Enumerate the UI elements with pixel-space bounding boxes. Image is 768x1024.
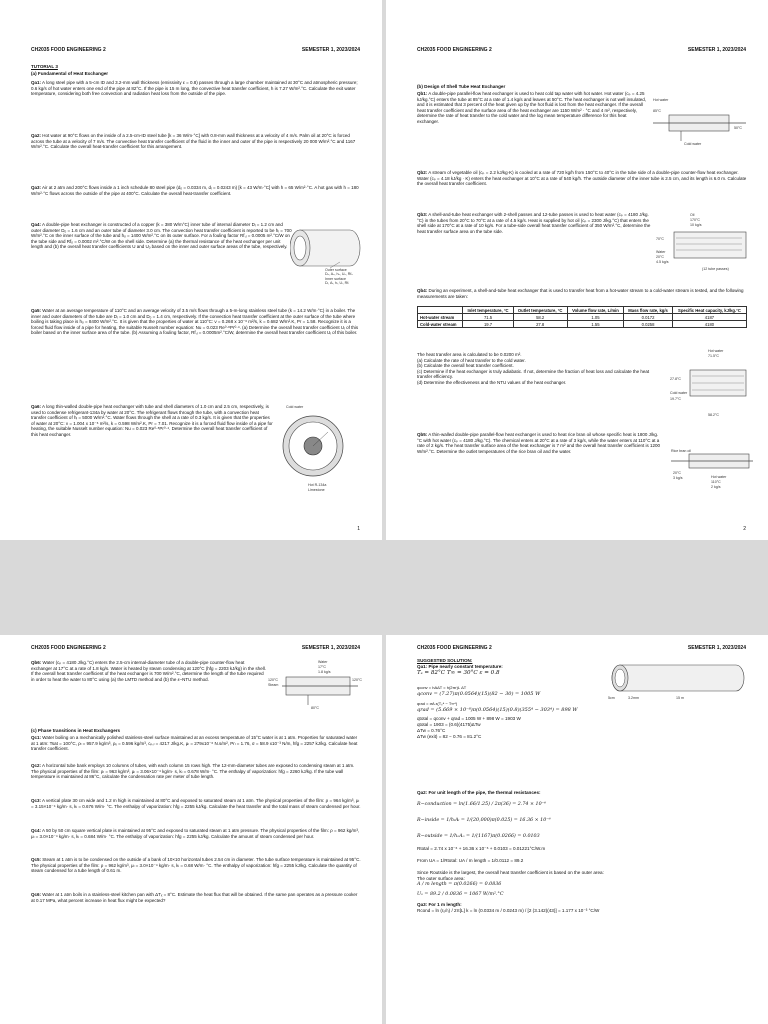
course-code: CH2035 FOOD ENGINEERING 2	[417, 645, 492, 651]
page-1	[0, 0, 382, 540]
question-qb6: Qb6: Water (cₚ = 4180 J/kg.°C) enters the 2.5-cm internal-diameter tube of a double-pipe counter-flow heat exchanger at 17°C at a rate of 1.8 kg/s. Water is heated by steam condensing at 120°C (hfg = 2203 kJ/kg) in the shell. If the overall heat transfer coefficient of the heat exchanger is 700 W/m².°C, determine the length of the tube required in order to heat the water to 80°C using (a) the LMTD method and (b) the ε–NTU method.	[31, 660, 266, 682]
qa2-solution: Qa2: For unit length of the pipe, the thermal resistances: R−conduction = ln(1.66/1.25) / 2π(36) = 2.74 × 10⁻⁶ R−inside = 1/hᵢAᵢ = 1/(20,000)π(0.025) = 16.36 × 10⁻⁶ R−outside = 1/hₒAₒ = 1/(1167)π(0.0266) = 0.0103 Rtotal = 2.74 x 10⁻⁶ + 16.36 x 10⁻⁶ + 0.0103 = 0.01221°C/W.m From UA = 1/Rtotal: UA / m length = 1/0.0112 = 89.2 Since Routside is the largest, the overall heat transfer coefficient is based on the outer area: The outer surface area: A / m length = π(0.0266) = 0.0836 Uₒ = 89.2 / 0.0836 = 1067 W/m².°C Qa3: For 1 m length: Rcond = ln (rₒ/rᵢ) / 2π[L] k = ln (0.0334 m / 0.0243 m) / [2 (3.142)(43)] = 1.177 x 10⁻³ °C/W	[417, 790, 747, 914]
qb4-subquestions: The heat transfer area is calculated to be 0.0200 m². (a) Calculate the rate of heat transfer to the cold water. (b) Calculate the overall heat transfer coefficient. (c) Determine if the heat exchanger is truly adiabatic. If not, determine the fraction of heat loss and calculate the heat transfer efficiency. (d) Determine the effectiveness and the NTU values of the heat exchanger.	[417, 352, 650, 385]
course-code: CH2035 FOOD ENGINEERING 2	[31, 47, 106, 53]
qb5-exchanger-figure	[671, 440, 753, 496]
question-qb3: Qb3: A shell-and-tube heat exchanger with 2-shell passes and 12-tube passes is used to heat water (cₚ = 4180 J/kg.°C) in the tubes from 20°C to 70°C at a rate of 4.5 kg/s. Heat is supplied by hot oil (cₚ = 2300 J/kg.°C) that enters the shell side at 170°C at a rate of 10 kg/s. For a tube-side overall heat transfer coefficient of 350 W/m².°C, determine the heat transfer surface area on the tube side.	[417, 212, 651, 234]
question-qc3: Qc3: A vertical plate 30 cm wide and 1.2 m high is maintained at 80°C and exposed to saturated steam at 1 atm. The physical properties of the film: ρ = 964 kg/m³, μₗ = 3.15×10⁻⁴ kg/m· s, kₗ = 0.676 W/m· °C. The enthalpy of vaporization: hfg = 2255 kJ/kg. Calculate the heat transfer and the total mass of steam condensed per hour.	[31, 798, 361, 809]
qb1-fig-label-3: 50°C	[734, 126, 743, 130]
table-row: Hot-water stream 71.5 58.2 1.05 0.0172 4187	[418, 314, 747, 321]
qa6-fig-label-1: Cold water	[286, 405, 304, 409]
since-note: Since Routside is the largest, the overall heat transfer coefficient is based on the outer area:	[417, 870, 604, 875]
page-number: 2	[743, 526, 746, 532]
qb4-fig-label-4: Cold water	[670, 391, 688, 395]
ua-value: From UA = 1/Rtotal: UA / m length = 1/0.0112 = 89.2	[417, 858, 524, 863]
solution-title: SUGGESTED SOLUTION:	[417, 658, 473, 663]
qb4-exchanger-figure	[668, 346, 752, 422]
question-qa3: Qa3: Air at 2 atm and 200°C flows inside a 1 inch schedule 80 steel pipe (dₒ = 0.0334 m, dᵢ = 0.0243 m) [k = 43 W/m·°C] with h = 65 W/m²·°C. A hot gas with h = 180 W/m²·°C flows across the outside of the pipe at 400°C. Calculate the overall heat-transfer coefficient.	[31, 185, 359, 196]
qb3-fig-label-4: 70°C	[656, 237, 665, 241]
qb3-fig-label-7: 4.5 kg/s	[656, 260, 669, 264]
qb4-fig-label-5: 19.7°C	[670, 397, 682, 401]
qa4-fig-label-1: Outer surface	[325, 268, 347, 272]
qa1-solution-lines: qconv = hAΔT = h(2πr)L ΔT qconv = (7.27)π(0.0564)(15)(82 − 30) = 1005 W qrad = σA ε(Tₛ⁴ − T∞⁴) qrad = (5.669 × 10⁻⁸)π(0.0564)(15)(0.8)(355⁴ − 303⁴) = 898 W qtotal = qconv + qrad = 1005 W + 898 W = 1903 W qtotal = 1903 = (0.6)(4175)ΔTw ΔTw = 0.76°C ΔTw (exit) = 82 − 0.76 = 81.2°C	[417, 685, 578, 739]
qa4-fig-label-2: Dₒ, Aₒ, hₒ, Uₒ, Rfₒ	[325, 272, 353, 276]
question-qb2: Qb2: A stream of vegetable oil (cₚ = 2.2 kJ/kg·K) is cooled at a rate of 720 kg/h from 150°C to 40°C in the tube side of a double-pipe counter-flow heat exchanger. Water (cₚ = 4.18 kJ/kg · K) enters the heat exchanger at 10°C at a rate of 540 kg/h. The outside diameter of the inner tube is 2.5 cm, and its length is 6.0 m. Calculate the overall heat transfer coefficient.	[417, 170, 747, 187]
tutorial-title: TUTORIAL 3	[31, 64, 58, 69]
page-header	[417, 645, 746, 655]
qb1-exchanger-figure	[651, 95, 751, 157]
qb6-fig-label-4: 120°C	[268, 678, 279, 682]
qb1-fig-label-1: Hot water	[653, 98, 669, 102]
qb4-fig-label-3: 27.8°C	[670, 377, 682, 381]
qb6-exchanger-figure	[268, 657, 368, 715]
qb6-fig-label-6: 120°C	[352, 678, 363, 682]
course-code: CH2035 FOOD ENGINEERING 2	[417, 47, 492, 53]
qb3-fig-label-5: Water	[656, 250, 666, 254]
qa4-fig-label-4: Dᵢ, Aᵢ, hᵢ, Uᵢ, Rfᵢ	[325, 281, 349, 285]
r-outside: R−outside = 1/hₒAₒ = 1/(1167)π(0.0266) = 0.0103	[417, 834, 540, 839]
question-qa2: Qa2: Hot water at 90°C flows on the inside of a 2.5-cm-ID steel tube [k = 36 W/m·°C] with 0.8-mm wall thickness at a velocity of 4 m/s. Palm oil at 20°C is forced across the tube at a velocity of 7 m/s. The convective heat transfer coefficient of the fluid in the inner and outer of the pipe is respectively 20 000 W/m².°C and 1167 W/m².°C. Calculate the overall heat-transfer coefficient for this arrangement.	[31, 133, 356, 150]
question-qa4: Qa4: A double-pipe heat exchanger is constructed of a copper (k = 380 W/m°C) inner tube of internal diameter Dᵢ = 1.2 cm and outer diameter Dₒ = 1.6 cm and an outer tube of diameter 3.0 cm. The convection heat transfer coefficient is reported to be hᵢ = 700 W/m².°C on the inner surface of the tube and hₒ = 1400 W/m².°C on its outer surface. For a fouling factor Rf,ᵢ = 0.0005 m².°C/W on the tube side and Rfₒ = 0.0002 m².°C/W on the shell side. Determine (a) the thermal resistance of the heat exchanger per unit length and (b) the overall heat transfer coefficients U and Uₒ based on the inner and outer surface areas of the tube, respectively.	[31, 222, 292, 250]
table-row: Cold-water stream 19.7 27.8 1.55 0.0258 4180	[418, 321, 747, 328]
page-3	[0, 635, 382, 1024]
pipe-fig-label-1: 5cm	[608, 696, 615, 700]
given-values: Tₛ = 82°C T∞ = 30°C ε = 0.8	[417, 670, 500, 676]
qb5-fig-label-5: 110°C	[711, 480, 721, 484]
semester: SEMESTER 1, 2023/2024	[687, 47, 746, 53]
uo-value: Uₒ = 89.2 / 0.0836 = 1067 W/m².°C	[417, 892, 504, 897]
qb3-fig-label-2: 170°C	[690, 218, 701, 222]
qb3-fig-label-3: 10 kg/s	[690, 223, 702, 227]
qb1-fig-label-4: Cold water	[684, 142, 702, 146]
qb4-fig-label-2: 71.5°C	[708, 354, 720, 358]
section-a-heading: (a) Fundamental of Heat Exchanger	[31, 71, 109, 76]
qb3-fig-label-6: 20°C	[656, 255, 665, 259]
question-qc4: Qc4: A 50 by 50 cm square vertical plate is maintained at 95°C and exposed to saturated steam at 1 atm pressure. The physical properties of the film: ρ = 962 kg/m³, μₗ = 3.0×10⁻⁴ kg/m· s, kₗ = 0.684 W/m· °C. The enthalpy of vaporization: hfg = 2255 kJ/kg. Calculate the amount of steam condensed per hour.	[31, 828, 360, 839]
qb4-fig-label-6: 58.2°C	[708, 413, 720, 417]
question-qc5: Qc5: Steam at 1 atm is to be condensed on the outside of a bank of 10×10 horizontal tubes 2.54 cm in diameter. The tube surface temperature is maintained at 95°C. The physical properties of the film: ρ = 962 kg/m³, μₗ = 3.0×10⁻⁴ kg/m· s, kₗ = 0.68 W/m· °C. The enthalpy of vaporization: hfg = 2255 kJ/kg. Calculate the quantity of steam condensed for a tube length of 0.61 m.	[31, 857, 361, 874]
qa6-fig-label-3: Limestone	[308, 488, 325, 492]
r-conduction: R−conduction = ln(1.66/1.25) / 2π(36) = 2.74 × 10⁻⁶	[417, 802, 547, 807]
course-code: CH2035 FOOD ENGINEERING 2	[31, 645, 106, 651]
qa4-fig-label-3: Inner surface	[325, 277, 346, 281]
qb6-fig-label-1: Water	[318, 660, 328, 664]
outer-area-label: The outer surface area:	[417, 876, 465, 881]
qb3-fig-label-1: Oil	[690, 213, 695, 217]
qb3-shell-tube-figure	[654, 210, 752, 278]
qa4-tube-figure	[290, 222, 370, 294]
qb5-fig-label-6: 2 kg/s	[711, 485, 721, 489]
question-qa1: Qa1: A long steel pipe with a 5-cm ID and 3.2-mm wall thickness (emissivity ε = 0.8) passes through a large chamber maintained at 30°C and atmospheric pressure; 0.6 kg/s of hot water enters one end of the pipe at 82°C. If the pipe is 15 m long, the convective heat transfer coefficient, h is 7.27 W/m².°C. Calculate the exit water temperature, considering both free convection and radiation heat loss from the outside of the pipe.	[31, 80, 358, 97]
qb3-fig-label-8: (12 tube passes)	[702, 267, 729, 271]
qb4-fig-label-1: Hot water	[708, 349, 724, 353]
page-header	[417, 47, 746, 57]
page-number: 1	[357, 526, 360, 532]
qb4-measurement-table: Inlet temperature, °C Outlet temperature, °C Volume flow rate, L/min Mass flow rate, kg/s Specific Heat capacity, kJ/kg.°C Hot-water stream 71.5 58.2 1.05 0.0172 4187 Cold-water stream 19.7 27.8 1.55 0.0258 4180	[417, 306, 747, 328]
qb6-fig-label-5: Steam	[268, 683, 279, 687]
qb5-fig-label-2: 20°C	[673, 471, 682, 475]
qb6-fig-label-3: 1.8 kg/s	[318, 670, 331, 674]
qb5-fig-label-3: 3 kg/s	[673, 476, 683, 480]
area-per-length: A / m length = π(0.0266) = 0.0836	[417, 882, 502, 887]
section-b-heading: (b) Design of Shell Tube Heat Exchanger	[417, 84, 506, 89]
r-inside: R−inside = 1/hᵢAᵢ = 1/(20,000)π(0.025) = 16.36 × 10⁻⁶	[417, 818, 551, 823]
semester: SEMESTER 1, 2023/2024	[301, 645, 360, 651]
page-4	[386, 635, 768, 1024]
question-qc6: Qc6: Water at 1 atm boils in a stainless-steel kitchen pan with ΔTₓ = 8°C. Estimate the heat flux that will be obtained. If the same pan operates as a pressure cooker at 0.17 MPa, what percent increase in heat flux might be expected?	[31, 892, 358, 903]
qb5-fig-label-4: Hot water	[711, 475, 727, 479]
page-header	[31, 47, 360, 57]
pipe-fig-label-3: 15 m	[676, 696, 684, 700]
semester: SEMESTER 1, 2023/2024	[301, 47, 360, 53]
question-qa6: Qa6: A long thin-walled double-pipe heat exchanger with tube and shell diameters of 1.0 cm and 2.5 cm, respectively, is used to condense refrigerant-134a by water at 20°C. The refrigerant flows through the tube, with a convection heat transfer coefficient of hᵢ = 5000 W/m².°C. Water flows through the shell at a rate of 0.3 kg/s. It is given that the properties of water at 20°C: ν = 1.004 x 10⁻⁶ m²/s, k = 0.598 W/m².K, Pr = 7.01. Recognize it is a forced fluid flow inside of a pipe for heating, the suitable Nusselt number equation: Nu = 0.023 Re⁰·⁸Pr⁰·⁴. Determine the overall heat transfer coefficient of this heat exchanger.	[31, 404, 273, 437]
question-qb4: Qb4: During an experiment, a shell-and-tube heat exchanger that is used to transfer heat from a hot-water stream to a cold-water stream is tested, and the following measurements are taken:	[417, 288, 744, 299]
page-2	[386, 0, 768, 540]
qb1-fig-label-2: 85°C	[653, 109, 662, 113]
rcond-qa3: Rcond = ln (rₒ/rᵢ) / 2π[L] k = ln (0.0334 m / 0.0243 m) / [2 (3.142)(43)] = 1.177 x 10⁻³ °C/W	[417, 908, 600, 913]
semester: SEMESTER 1, 2023/2024	[687, 645, 746, 651]
qb6-fig-label-7: 80°C	[311, 706, 320, 710]
section-c-heading: (c) Phase transitions in Heat Exchangers	[31, 728, 121, 733]
qb6-fig-label-2: 17°C	[318, 665, 327, 669]
pipe-fig-label-2: 3.2mm	[628, 696, 639, 700]
r-total: Rtotal = 2.74 x 10⁻⁶ + 16.36 x 10⁻⁶ + 0.0103 = 0.01221°C/W.m	[417, 846, 546, 851]
question-qc1: Qc1: Water boiling on a mechanically polished stainless-steel surface maintained at an excess temperature of 15°C water is at 1 atm. Properties for saturated water at 1 atm: Tsat = 100°C, ρₗ = 957.9 kg/m³, ρᵥ = 0.596 kg/m³, cₚ,ₗ = 4217 J/kg.K, μₗ = 279x10⁻⁶ N.s/m², Prₗ = 1.76, σ = 58.9 x10⁻³ N/m, hfg = 2257 kJ/kg. Calculate heat transfer coefficient.	[31, 735, 358, 752]
qb5-fig-label-1: Rice bran oil	[671, 449, 691, 453]
question-qc2: Qc2: A horizontal tube bank employs 10 columns of tubes, with each column 15 rows high. The 12-mm-diameter tubes are exposed to condensing steam at 1 atm. The physical properties of the film: ρₗ = 963 kg/m³, μₗ = 3.06×10⁻⁴ kg/m· s, kₗ = 0.678 W/m· °C. The enthalpy of vaporization: hfg = 2260 kJ/kg. If the tube wall temperature is maintained at 86°C, calculate the condensation rate per meter of tube length.	[31, 763, 355, 780]
question-qa5: Qa5: Water at an average temperature of 110°C and an average velocity of 3.5 m/s flows through a 5-m-long stainless steel tube (k = 14.2 W/m·°C) in a boiler. The inner and outer diameters of the tube are Dᵢ = 1.0 cm and Dₒ = 1.4 cm, respectively. If the convection heat transfer coefficient at the outer surface of the tube where boiling is taking place is hₒ = 8400 W/m².°C. It is given that the properties of water at 110°C: ν = 0.268 x 10⁻⁶ m²/s, k = 0.682 W/m².K, Pr = 1.58. Recognize it is a forced fluid flow inside of a pipe for heating, the suitable Nusselt number equation: Nu = 0.023 Re⁰·⁸Pr⁰·⁴. (a) Determine the overall heat transfer coefficient Uᵢ of this boiler based on the inner surface area of the tube. (b) Assuming a fouling factor, Rf,ᵢ = 0.0005m².°C/W, determine the overall heat transfer coefficient Uᵢ of this boiler.	[31, 308, 359, 336]
qa1-solution-label: Qa1: Pipe nearly constant temperature:	[417, 664, 503, 669]
qa6-cross-section-figure	[278, 402, 368, 494]
qa6-fig-label-2: Hot R-134a	[308, 483, 327, 487]
question-qb5: Qb5: A thin-walled double-pipe parallel-flow heat exchanger is used to heat rice bran oil whose specific heat is 1800 J/kg.°C with hot water (cₚ = 4180 J/kg.°C). The chemical enters at 20°C at a rate of 3 kg/s, while the water enters at 110°C at a rate of 2 kg/s. The heat transfer surface area of the heat exchanger is 7 m² and the overall heat transfer coefficient is 1200 W/m².°C. Determine the outlet temperatures of the rice bran oil and the water.	[417, 432, 660, 454]
question-qb1: Qb1: A double-pipe parallel-flow heat exchanger is used to heat cold tap water with hot water. Hot water (cₚ = 4.25 kJ/kg.°C) enters the tube at 85°C at a rate of 1.4 kg/s and leaves at 50°C. The heat exchanger is not well insulated, and it is estimated that 3 percent of the heat given up by the hot fluid is lost from the heat exchanger. If the overall heat transfer coefficient and the surface area of the heat exchanger are 1150 W/m² · °C and 4 m², respectively, determine the rate of heat transfer to the cold water and the log mean temperature difference for this heat exchanger.	[417, 91, 646, 124]
page-header	[31, 645, 360, 655]
